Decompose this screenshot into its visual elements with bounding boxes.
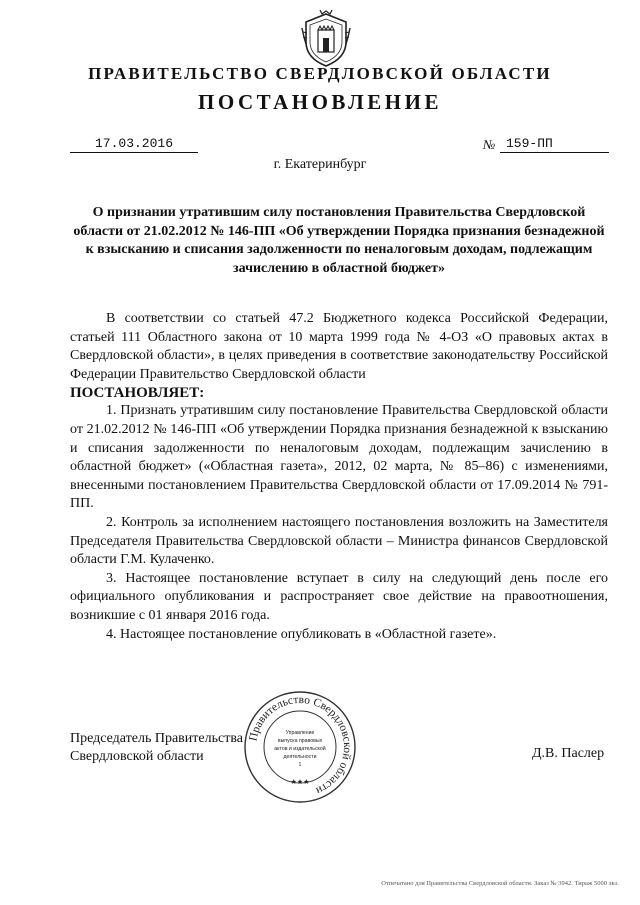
document-body (70, 310, 608, 644)
position-line-1: Председатель Правительства (70, 731, 243, 746)
seal-center-line-4: деятельности (283, 754, 317, 760)
item-1: 1. Признать утратившим силу постановление Правительства Свердловской области от 21.02.2012 № 146-ПП «Об утверждении Порядка признания безнадежной к взысканию и списания задолженности по неналоговым доходам, подлежащим зачислению в областной бюджет» («Областная газета», 2012, 02 марта, № 85–86) с изменениями, внесенными постановлением Правительства Свердловской области от 17.09.2014 № 791-ПП. (70, 403, 608, 512)
item-3: 3. Настоящее постановление вступает в силу на следующий день после его официального опубликования и распространяет свое действие на правоотношения, возникшие с 01 января 2016 года. (70, 570, 608, 623)
official-seal (243, 690, 357, 804)
document-number: 159-ПП (500, 136, 609, 153)
position-line-2: Свердловской области (70, 749, 204, 764)
number-sign: № (483, 137, 496, 152)
seal-center-line-2: выпуска правовых (277, 738, 323, 744)
item-2: 2. Контроль за исполнением настоящего постановления возложить на Заместителя Председателя Правительства Свердловской области – Министра финансов Свердловской области Г.М. Кулаченко. (70, 514, 608, 568)
government-title: ПРАВИТЕЛЬСТВО СВЕРДЛОВСКОЙ ОБЛАСТИ (88, 64, 552, 83)
seal-stars: ★★★ (290, 778, 310, 786)
seal-center-line-5: 1 (298, 762, 302, 768)
document-date: 17.03.2016 (70, 136, 198, 153)
city: г. Екатеринбург (273, 157, 367, 172)
document-type: ПОСТАНОВЛЕНИЕ (198, 90, 442, 114)
print-footer: Отпечатано для Правительства Свердловской области. Заказ № 3942. Тираж 5000 экз. (381, 880, 619, 887)
document-heading: О признании утратившим силу постановления Правительства Свердловской области от 21.02.2012 № 146-ПП «Об утверждении Порядка признания безнадежной к взысканию и списания задолженности по неналоговым доходам, подлежащим зачислению в областной бюджет» (73, 205, 605, 276)
seal-center-line-1: Управление (285, 730, 315, 736)
seal-ring-text: Правительство Свердловской области (247, 693, 354, 797)
signatory-position (70, 730, 243, 766)
preamble-paragraph: В соответствии со статьей 47.2 Бюджетного кодекса Российской Федерации, статьей 111 Областного закона от 10 марта 1999 года № 4-ОЗ «О правовых актах в Свердловской области», в целях приведения в соответствие законодательству Российской Федерации Правительство Свердловской области (70, 311, 608, 382)
coat-of-arms-emblem (300, 8, 352, 68)
seal-center-line-3: актов и издательской (274, 746, 326, 752)
signatory-name: Д.В. Паслер (532, 746, 605, 761)
item-4: 4. Настоящее постановление опубликовать в «Областной газете». (106, 626, 497, 642)
decree-word: ПОСТАНОВЛЯЕТ: (70, 385, 205, 402)
